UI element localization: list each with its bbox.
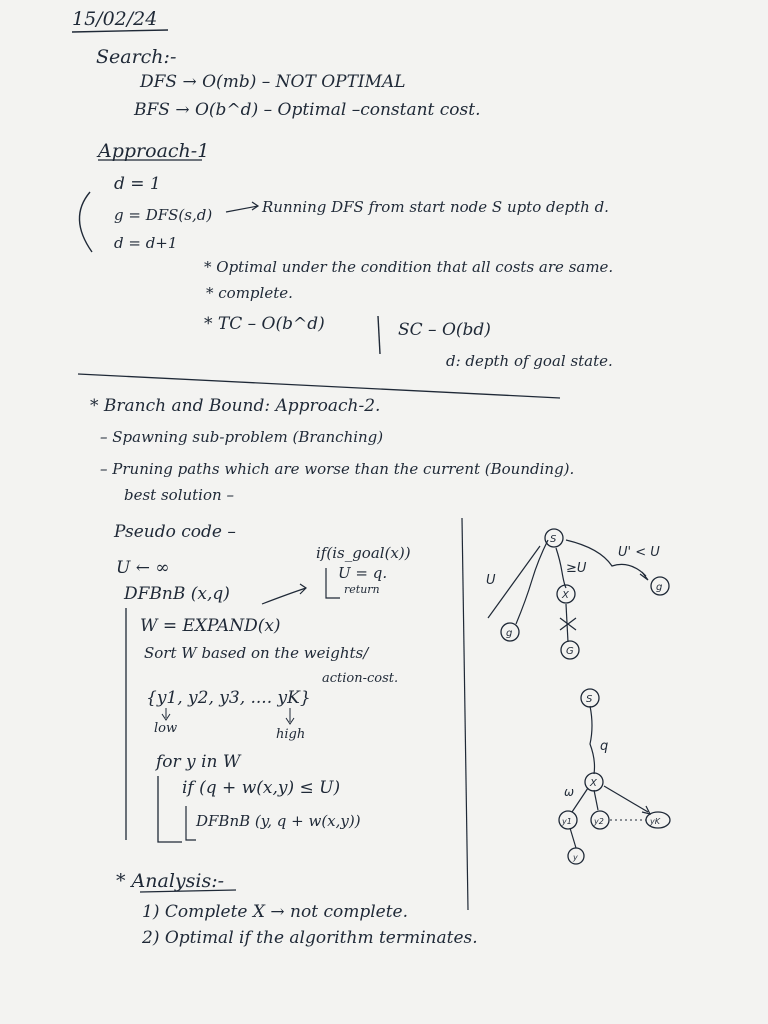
fn-to-goal-arrow — [262, 588, 306, 604]
d2-label-w: ω — [564, 785, 575, 799]
analysis-complete: 1) Complete X → not complete. — [142, 902, 409, 922]
d1-label-u-prime: U' < U — [618, 545, 660, 560]
approach2-bounding: – Pruning paths which are worse than the current (Bounding). — [100, 460, 575, 478]
d1-node-g2: G — [566, 646, 574, 657]
tc-sc-separator — [378, 316, 380, 354]
goal-check-if: if(is_goal(x)) — [316, 544, 411, 562]
date: 15/02/24 — [72, 8, 158, 30]
d2-node-y: y — [573, 853, 578, 862]
approach1-bullet-optimal: * Optimal under the condition that all costs are same. — [204, 258, 614, 276]
d1-label-ge-u: ≥U — [566, 561, 587, 576]
dfs-complexity: DFS → O(mb) – NOT OPTIMAL — [140, 72, 406, 92]
approach1-incr: d = d+1 — [114, 234, 178, 252]
d2-node-y1: y1 — [562, 817, 572, 826]
pseudocode-init: U ← ∞ — [116, 558, 170, 578]
approach2-cont: best solution – — [124, 486, 234, 504]
pseudocode-low: low — [154, 721, 178, 736]
d1-node-g3: g — [656, 582, 663, 593]
date-underline — [72, 30, 168, 32]
approach2-branching: – Spawning sub-problem (Branching) — [100, 428, 384, 446]
d2-label-q: q — [600, 739, 609, 754]
pseudocode-sort: Sort W based on the weights/ — [144, 644, 369, 662]
code-right-border — [462, 518, 468, 910]
goal-check-assign: U = q. — [338, 564, 388, 582]
approach1-call: g = DFS(s,d) — [114, 206, 213, 224]
for-block-bar — [158, 776, 182, 842]
approach1-heading: Approach-1 — [98, 140, 210, 162]
d2-node-s: S — [586, 694, 593, 705]
approach2-heading: * Branch and Bound: Approach-2. — [90, 396, 381, 416]
pseudocode-high: high — [276, 727, 306, 742]
pseudocode-if: if (q + w(x,y) ≤ U) — [182, 778, 341, 798]
section-divider — [78, 374, 560, 398]
pseudocode-for: for y in W — [156, 752, 241, 772]
if-block-bar — [186, 806, 196, 840]
d1-node-g1: g — [506, 628, 513, 639]
d1-node-x: X — [562, 590, 569, 601]
approach1-depth-note: d: depth of goal state. — [446, 352, 613, 370]
pseudocode-expand: W = EXPAND(x) — [140, 616, 281, 636]
pseudocode-sort2: action-cost. — [322, 671, 399, 686]
d1-node-s: S — [550, 534, 557, 545]
d2-node-yk: yK — [650, 817, 660, 826]
page-title: Search:- — [96, 46, 177, 68]
diagram2-edges — [570, 706, 650, 848]
approach1-init: d = 1 — [114, 174, 161, 194]
pseudocode-call: DFBnB (y, q + w(x,y)) — [196, 812, 361, 830]
bfs-complexity: BFS → O(b^d) – Optimal –constant cost. — [134, 100, 481, 120]
approach1-note: Running DFS from start node S upto depth d. — [262, 198, 609, 216]
pseudocode-set: {y1, y2, y3, .... yK} — [146, 688, 311, 708]
pseudocode-fn: DFBnB (x,q) — [124, 584, 230, 604]
approach1-bullet-complete: * complete. — [206, 284, 293, 302]
d1-label-u: U — [486, 573, 496, 588]
approach1-sc: SC – O(bd) — [398, 320, 491, 340]
approach1-tc: * TC – O(b^d) — [204, 314, 325, 334]
loop-bracket — [79, 192, 92, 252]
analysis-optimal: 2) Optimal if the algorithm terminates. — [142, 928, 478, 948]
pseudocode-title: Pseudo code – — [114, 522, 236, 542]
analysis-heading: * Analysis:- — [116, 870, 225, 892]
d2-node-y2: y2 — [594, 817, 604, 826]
diagram2-nodes — [559, 689, 670, 864]
goal-check-return: return — [344, 583, 380, 596]
d2-node-x: X — [590, 778, 597, 789]
